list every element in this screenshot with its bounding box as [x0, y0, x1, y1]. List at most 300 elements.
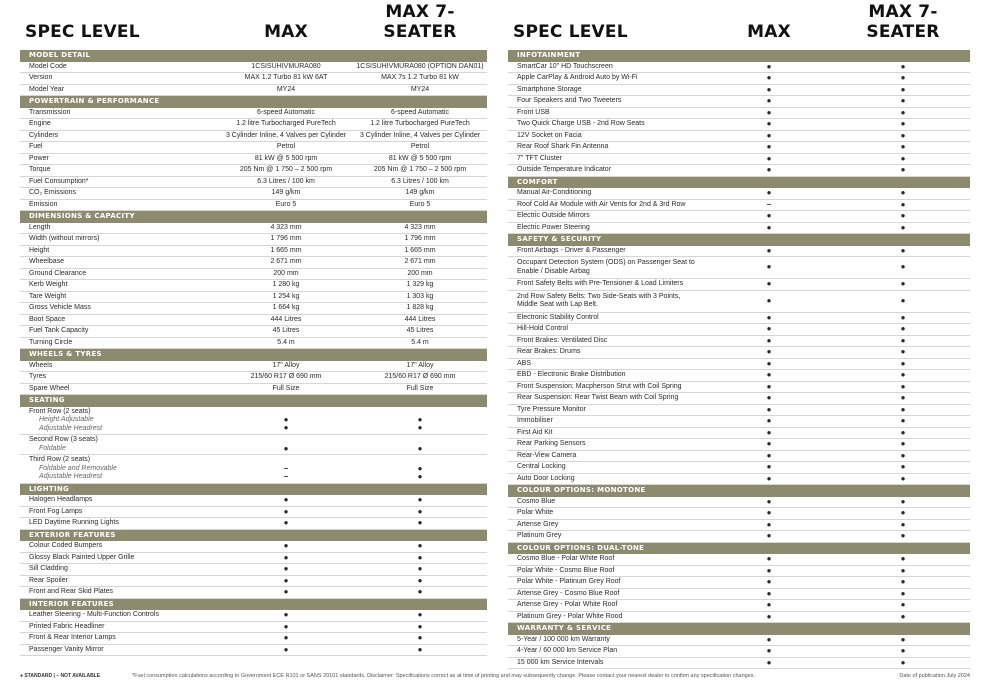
- max-value: ●: [766, 370, 772, 379]
- spec-label: Rear Roof Shark Fin Antenna: [517, 143, 609, 150]
- spec-label: Transmission: [29, 108, 71, 116]
- spec-row: [508, 211, 970, 223]
- max-value: ●: [283, 552, 289, 562]
- max7-value: ●: [900, 73, 906, 82]
- spec-label: Apple CarPlay & Android Auto by Wi-Fi: [517, 74, 638, 81]
- spec-label: Colour Coded Bumpers: [29, 542, 103, 549]
- spec-label: Engine: [29, 120, 51, 127]
- max7-value: 2 671 mm: [404, 258, 436, 265]
- spec-row: [508, 108, 970, 120]
- max-value: ●: [766, 312, 772, 322]
- spec-label: Model Year: [29, 85, 65, 93]
- spec-label: Ground Clearance: [29, 269, 87, 277]
- max7-column-heading: MAX 7-SEATER: [866, 2, 940, 42]
- max-value: ●: [766, 508, 772, 517]
- max-value: ●: [766, 347, 772, 356]
- max-value: ●: [766, 84, 772, 94]
- max-value: 444 Litres: [270, 315, 302, 323]
- spec-row: [508, 223, 970, 235]
- spec-level-heading: SPEC LEVEL: [25, 22, 140, 42]
- availability-mark: ●: [283, 443, 289, 453]
- max7-value: ●: [900, 142, 906, 151]
- spec-label: LED Daytime Running Lights: [29, 519, 119, 526]
- spec-row: [508, 246, 970, 258]
- max-value: ●: [766, 153, 772, 163]
- max7-value: ●: [417, 610, 423, 619]
- max7-value: 1 828 kg: [406, 304, 434, 311]
- spec-row: [508, 497, 970, 509]
- max7-value: 5.4 m: [411, 338, 429, 346]
- spec-row: [20, 564, 487, 576]
- spec-label: Passenger Vanity Mirror: [29, 645, 104, 653]
- max7-value: 1CSISUHIVMURA080 (OPTION DAN01): [356, 62, 484, 70]
- spec-row: [508, 154, 970, 166]
- max7-value: ●: [900, 222, 906, 232]
- max7-value: ●: [417, 575, 423, 585]
- spec-label: Torque: [29, 166, 51, 173]
- spec-row: [508, 600, 970, 612]
- spec-row: [508, 257, 970, 279]
- max7-value: ●: [900, 519, 906, 529]
- max-value: ●: [766, 462, 772, 471]
- max7-value: ●: [900, 508, 906, 517]
- spec-row: [508, 347, 970, 359]
- max-value: MAX 1.2 Turbo 81 kW 6AT: [244, 74, 328, 81]
- max7-value: ●: [417, 541, 423, 550]
- spec-label: Polar White: [517, 509, 554, 516]
- publication-date: Date of publication July 2024: [899, 673, 970, 679]
- spec-row: [508, 646, 970, 658]
- spec-row: [20, 633, 487, 645]
- spec-row: [508, 188, 970, 200]
- section-header-comfort: COMFORT: [508, 177, 970, 189]
- spec-row: [508, 324, 970, 336]
- max7-value: ●: [417, 518, 423, 527]
- spec-row: [20, 622, 487, 634]
- max-value: ●: [283, 506, 289, 516]
- max7-value: ●: [900, 84, 906, 94]
- max-value: 149 g/km: [271, 189, 301, 196]
- max-value: ●: [283, 633, 289, 642]
- max7-value: ●: [900, 153, 906, 163]
- max7-value: ●: [900, 381, 906, 391]
- max-value: ●: [766, 531, 772, 540]
- max7-value: 6.3 Litres / 100 km: [391, 177, 449, 185]
- spec-label: Hill-Hold Control: [517, 325, 568, 332]
- spec-label: Artense Grey: [517, 520, 559, 528]
- section-header-powertrain-performance: POWERTRAIN & PERFORMANCE: [20, 96, 487, 108]
- max-value: ●: [766, 473, 772, 483]
- max-value: ●: [766, 73, 772, 82]
- spec-label: Artense Grey - Cosmo Blue Roof: [517, 589, 620, 597]
- max-value: ●: [766, 577, 772, 586]
- max7-value: 200 mm: [407, 269, 433, 277]
- spec-row: [508, 62, 970, 74]
- max-value: ●: [766, 393, 772, 402]
- spec-label: Tare Weight: [29, 292, 67, 300]
- spec-row: [508, 439, 970, 451]
- spec-label: Length: [29, 223, 51, 231]
- spec-row: [508, 658, 970, 670]
- section-header-exterior-features: EXTERIOR FEATURES: [20, 530, 487, 542]
- max7-value: 149 g/km: [405, 189, 435, 196]
- max-value: 1CSISUHIVMURA080: [251, 62, 321, 70]
- max7-value: ●: [900, 393, 906, 402]
- max-value: ●: [766, 404, 772, 414]
- max7-values: [353, 457, 487, 481]
- max7-value: ●: [900, 61, 906, 71]
- spec-row: [20, 645, 487, 657]
- max-value: Petrol: [276, 143, 296, 150]
- seating-label: [20, 408, 219, 434]
- spec-label: Glossy Black Painted Upper Grille: [29, 553, 135, 561]
- max-value: ●: [766, 130, 772, 140]
- spec-row: [20, 518, 487, 530]
- max-value: ●: [766, 634, 772, 644]
- availability-mark: ●: [417, 443, 423, 453]
- max-value: 1 664 kg: [272, 304, 300, 311]
- spec-row: [20, 154, 487, 166]
- max-value: 200 mm: [273, 269, 299, 277]
- spec-label: Model Code: [29, 62, 67, 70]
- spec-label: Central Locking: [517, 463, 566, 470]
- spec-label: Kerb Weight: [29, 281, 68, 288]
- max-value: ●: [283, 587, 289, 596]
- seating-row-title: Third Row (2 seats): [29, 456, 91, 463]
- max-value: –: [766, 199, 772, 209]
- max7-value: 215/60 R17 Ø 690 mm: [384, 373, 456, 380]
- max7-value: ●: [417, 552, 423, 562]
- spec-label: 5-Year / 100 000 km Warranty: [517, 635, 610, 643]
- spec-column-headers: [508, 0, 970, 50]
- spec-label: Front & Rear Interior Lamps: [29, 634, 116, 641]
- max7-value: ●: [900, 462, 906, 471]
- max7-value: ●: [900, 211, 906, 220]
- spec-row: [508, 291, 970, 313]
- spec-row: [20, 587, 487, 599]
- max-value: ●: [766, 554, 772, 563]
- spec-row: [20, 269, 487, 281]
- spec-label: Electronic Stability Control: [517, 313, 599, 321]
- section-header-model-detail: MODEL DETAIL: [20, 50, 487, 62]
- spec-row: [508, 531, 970, 543]
- spec-label: SmartCar 10" HD Touchscreen: [517, 62, 613, 70]
- spec-label: Fuel Tank Capacity: [29, 327, 89, 334]
- max7-value: ●: [900, 119, 906, 128]
- max-value: 1 280 kg: [272, 281, 300, 288]
- availability-mark: –: [283, 463, 289, 473]
- spec-row: [20, 234, 487, 246]
- max7-value: ●: [900, 554, 906, 563]
- page-footer: [20, 673, 970, 679]
- max7-value: ●: [417, 495, 423, 504]
- availability-mark: ●: [417, 415, 423, 425]
- max-value: ●: [766, 295, 772, 305]
- max7-value: ●: [900, 611, 906, 621]
- max-value: ●: [766, 600, 772, 609]
- spec-row: [508, 96, 970, 108]
- max7-value: ●: [900, 245, 906, 255]
- spec-row: [20, 315, 487, 327]
- max-value: [219, 408, 353, 432]
- max-value: ●: [283, 518, 289, 527]
- max-value: 6.3 Litres / 100 km: [257, 177, 315, 185]
- max-value: [219, 437, 353, 453]
- max7-value: ●: [417, 621, 423, 631]
- max-value: 1 254 kg: [272, 292, 300, 300]
- spec-table-left: [20, 50, 487, 656]
- spec-row: [20, 200, 487, 212]
- spec-label: First Aid Kit: [517, 428, 553, 436]
- spec-label: Front USB: [517, 108, 550, 116]
- spec-row: [508, 612, 970, 624]
- max-value: ●: [766, 279, 772, 288]
- max-value: ●: [766, 107, 772, 117]
- spec-row: [20, 73, 487, 85]
- max7-value: ●: [900, 600, 906, 609]
- spec-label: Four Speakers and Two Tweeters: [517, 97, 622, 104]
- spec-row: [20, 553, 487, 565]
- max7-value: ●: [900, 279, 906, 288]
- max-value: ●: [283, 610, 289, 619]
- max7-value: ●: [417, 564, 423, 573]
- max7-value: ●: [900, 324, 906, 333]
- spec-row: [508, 73, 970, 85]
- spec-label: Front Brakes: Ventilated Disc: [517, 336, 608, 344]
- spec-row: [508, 370, 970, 382]
- spec-label: Front Safety Belts with Pre-Tensioner & Load Limiters: [517, 280, 684, 287]
- spec-row: [20, 85, 487, 97]
- max-value: 205 Nm @ 1 750 – 2 500 rpm: [239, 166, 333, 173]
- max7-value: 444 Litres: [404, 315, 436, 323]
- section-header-warranty-service: WARRANTY & SERVICE: [508, 623, 970, 635]
- max7-value: [353, 437, 487, 453]
- spec-label: EBD - Electronic Brake Distribution: [517, 371, 626, 378]
- spec-label: Rear Spoiler: [29, 576, 68, 584]
- max-value: 1.2 litre Turbocharged PureTech: [236, 120, 336, 127]
- spec-row: [20, 495, 487, 507]
- spec-row: [20, 326, 487, 338]
- spec-label: Turning Circle: [29, 338, 73, 346]
- seating-label: [20, 436, 219, 453]
- spec-row: [20, 119, 487, 131]
- max-value: ●: [283, 644, 289, 654]
- spec-label: Electric Power Steering: [517, 223, 590, 231]
- spec-label: 4-Year / 60 000 km Service Plan: [517, 647, 618, 654]
- max7-value: 81 kW @ 5 500 rpm: [388, 154, 452, 162]
- seating-row: [20, 455, 487, 484]
- max-value: ●: [766, 565, 772, 575]
- spec-row: [508, 359, 970, 371]
- max7-value: ●: [417, 587, 423, 596]
- spec-row: [20, 338, 487, 350]
- max-value: ●: [766, 611, 772, 621]
- max-value: ●: [283, 541, 289, 550]
- seating-row: [20, 407, 487, 436]
- spec-row: [20, 177, 487, 189]
- max-value: 3 Cylinder Inline, 4 Valves per Cylinder: [225, 131, 347, 139]
- spec-table-right: [508, 50, 970, 669]
- max7-values: [353, 408, 487, 432]
- spec-row: [508, 119, 970, 131]
- max-value: ●: [766, 188, 772, 197]
- spec-label: Polar White - Platinum Grey Roof: [517, 578, 621, 585]
- max-value: Full Size: [272, 384, 300, 392]
- max7-value: ●: [900, 427, 906, 437]
- spec-row: [20, 372, 487, 384]
- spec-row: [20, 280, 487, 292]
- spec-row: [508, 416, 970, 428]
- max7-value: ●: [900, 295, 906, 305]
- max7-value: 205 Nm @ 1 750 – 2 500 rpm: [373, 166, 467, 173]
- spec-label: Front Fog Lamps: [29, 507, 83, 515]
- spec-label: Manual Air-Conditioning: [517, 189, 592, 196]
- spec-label: Front and Rear Skid Plates: [29, 588, 114, 595]
- spec-label: ABS: [517, 359, 532, 367]
- max-column-heading: MAX: [264, 22, 308, 42]
- max-values: [219, 457, 353, 481]
- max-value: 6-speed Automatic: [257, 108, 315, 116]
- spec-row: [508, 405, 970, 417]
- max7-value: ●: [900, 165, 906, 174]
- spec-label: Rear Suspension: Rear Twist Beam with Coil Spring: [517, 394, 679, 401]
- spec-label: 15 000 km Service Intervals: [517, 658, 604, 666]
- spec-label: Smartphone Storage: [517, 85, 582, 93]
- max-value: 1 796 mm: [270, 235, 302, 242]
- spec-label: Polar White - Cosmo Blue Roof: [517, 566, 615, 574]
- spec-row: [20, 257, 487, 269]
- max7-value: ●: [900, 188, 906, 197]
- spec-label: Electric Outside Mirrors: [517, 212, 590, 219]
- spec-label: CO₂ Emissions: [29, 189, 77, 196]
- max-value: 215/60 R17 Ø 690 mm: [250, 373, 322, 380]
- spec-label: Power: [29, 154, 49, 162]
- spec-label: Platinum Grey: [517, 532, 562, 539]
- max7-values: [353, 437, 487, 453]
- max7-value: Euro 5: [409, 200, 431, 208]
- spec-label: Halogen Headlamps: [29, 496, 93, 503]
- spec-label: Leather Steering - Multi-Function Controls: [29, 611, 159, 618]
- spec-label: Version: [29, 74, 53, 81]
- max-value: ●: [766, 427, 772, 437]
- spec-label: Spare Wheel: [29, 384, 70, 392]
- spec-label: Rear-View Camera: [517, 451, 577, 459]
- max7-value: ●: [900, 370, 906, 379]
- spec-row: [20, 292, 487, 304]
- max-value: ●: [766, 142, 772, 151]
- max7-value: Full Size: [406, 384, 434, 392]
- max7-value: ●: [900, 262, 906, 272]
- spec-row: [20, 361, 487, 373]
- spec-row: [508, 462, 970, 474]
- spec-row: [508, 474, 970, 486]
- max7-value: [353, 408, 487, 432]
- spec-row: [508, 589, 970, 601]
- max7-value: 1 329 kg: [406, 281, 434, 288]
- spec-label: Roof Cold Air Module with Air Vents for 2nd & 3rd Row: [517, 200, 686, 208]
- max7-value: ●: [900, 358, 906, 368]
- max-value: ●: [766, 61, 772, 71]
- max-value: ●: [283, 495, 289, 504]
- max-value: 81 kW @ 5 500 rpm: [254, 154, 318, 162]
- max-value: ●: [766, 119, 772, 128]
- max-value: ●: [766, 439, 772, 448]
- max7-value: ●: [900, 130, 906, 140]
- spec-label: Front Airbags - Driver & Passenger: [517, 246, 626, 254]
- spec-label: Gross Vehicle Mass: [29, 304, 91, 311]
- availability-mark: ●: [417, 423, 423, 433]
- spec-label: Printed Fabric Headliner: [29, 622, 105, 630]
- spec-row: [508, 428, 970, 440]
- seating-label: [20, 456, 219, 482]
- max-value: ●: [283, 621, 289, 631]
- max-value: ●: [766, 519, 772, 529]
- spec-label: Boot Space: [29, 315, 66, 323]
- max-value: ●: [766, 211, 772, 220]
- spec-row: [508, 142, 970, 154]
- max7-value: ●: [900, 473, 906, 483]
- spec-label: Cosmo Blue - Polar White Roof: [517, 555, 615, 562]
- max-value: MY24: [276, 85, 296, 93]
- section-header-interior-features: INTERIOR FEATURES: [20, 599, 487, 611]
- max7-value: 3 Cylinder Inline, 4 Valves per Cylinder: [359, 131, 481, 139]
- spec-row: [508, 577, 970, 589]
- spec-panel-right: [508, 0, 970, 669]
- max7-value: [353, 457, 487, 481]
- availability-mark: ●: [417, 471, 423, 481]
- seating-row-title: Second Row (3 seats): [29, 436, 98, 443]
- spec-row: [508, 165, 970, 177]
- max7-value: ●: [900, 199, 906, 209]
- max7-value: ●: [417, 644, 423, 654]
- max7-value: ●: [900, 96, 906, 105]
- max-value: 2 671 mm: [270, 258, 302, 265]
- max-value: 17" Alloy: [272, 361, 300, 369]
- max7-value: ●: [900, 577, 906, 586]
- spec-row: [508, 131, 970, 143]
- section-header-colour-options-dual-tone: COLOUR OPTIONS: DUAL-TONE: [508, 543, 970, 555]
- max-value: ●: [283, 564, 289, 573]
- max-value: ●: [766, 324, 772, 333]
- max7-value: ●: [900, 107, 906, 117]
- spec-row: [20, 142, 487, 154]
- spec-label: Occupant Detection System (ODS) on Passenger Seat to Enable / Disable Airbag: [517, 259, 695, 275]
- section-header-lighting: LIGHTING: [20, 484, 487, 496]
- spec-label: Auto Door Locking: [517, 474, 575, 482]
- max7-value: ●: [900, 335, 906, 345]
- max7-value: ●: [900, 646, 906, 655]
- max7-value: ●: [900, 347, 906, 356]
- spec-row: [20, 610, 487, 622]
- max-value: ●: [766, 335, 772, 345]
- spec-label: Artense Grey - Polar White Roof: [517, 601, 618, 608]
- spec-label: Wheelbase: [29, 258, 65, 265]
- seating-feature: Foldable: [39, 444, 66, 452]
- spec-label: Rear Brakes: Drums: [517, 348, 581, 355]
- spec-row: [508, 393, 970, 405]
- availability-mark: ●: [283, 423, 289, 433]
- max7-value: ●: [900, 634, 906, 644]
- max7-column-heading: MAX 7-SEATER: [383, 2, 457, 42]
- section-header-colour-options-monotone: COLOUR OPTIONS: MONOTONE: [508, 485, 970, 497]
- spec-label: Tyres: [29, 373, 47, 380]
- availability-mark: ●: [283, 415, 289, 425]
- max7-value: ●: [900, 416, 906, 425]
- availability-mark: –: [283, 471, 289, 481]
- max7-value: ●: [900, 404, 906, 414]
- seating-feature: Foldable and Removable: [39, 464, 117, 472]
- max7-value: 6-speed Automatic: [391, 108, 449, 116]
